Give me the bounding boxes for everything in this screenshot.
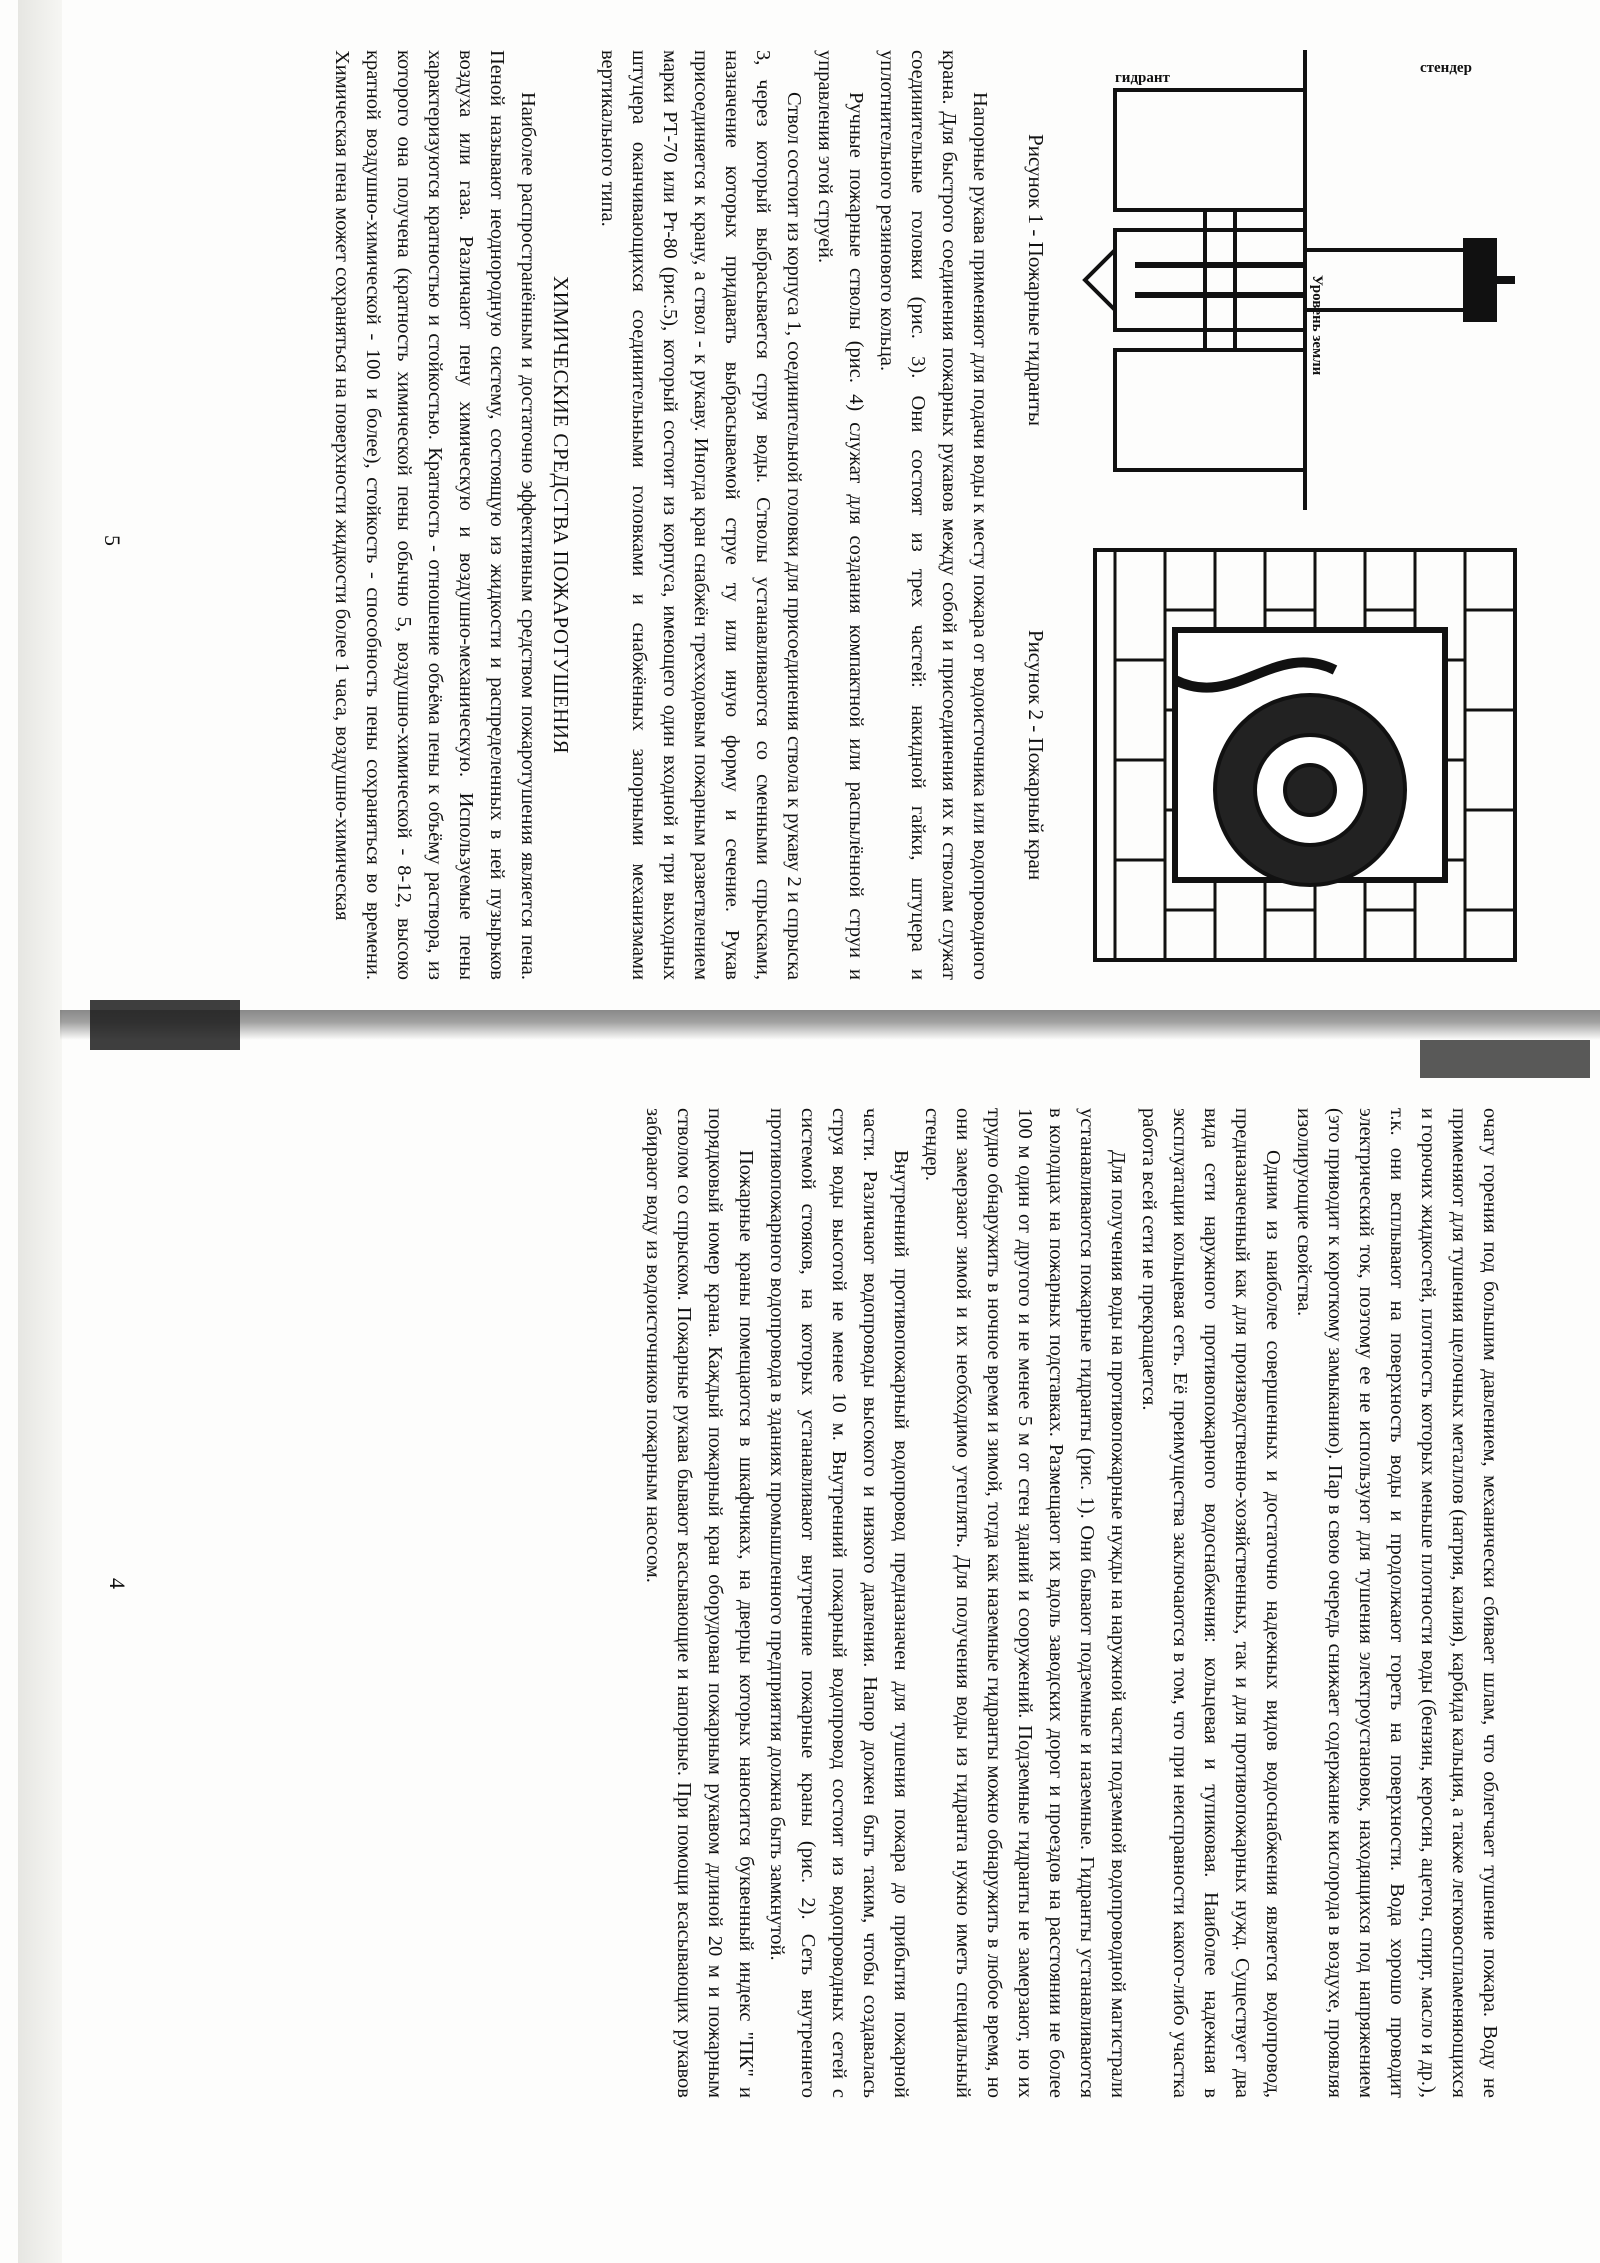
paragraph: Ствол состоит из корпуса 1, соединительной головки для присоединения ствола к рукаву 2 и спрыска 3, через который выбрасывается струя воды. Стволы устанавливаются со сменными спрысками, назначение которых придавать выбрасываемой струе ту или иную форму и сечение. Рукав присоединяется к крану, а ствол - к рукаву. Иногда кран снабжён трехходовым пожарным разветвлением марки РТ-70 или Рт-80 (рис.5), который состоит из корпуса, имеющего один входной и три выходных штуцера оканчивающихся соединительными головками и снабжённых запорными механизмами вертикального типа. <box>597 50 805 980</box>
page-number: 5 <box>100 535 125 546</box>
hydrant-drawing <box>1065 50 1535 510</box>
page-4 <box>60 1058 1555 2148</box>
label-stand: стендер <box>1420 60 1472 76</box>
section-heading: ХИМИЧЕСКИЕ СРЕДСТВА ПОЖАРОТУШЕНИЯ <box>549 275 573 755</box>
paragraph: Внутренний противопожарный водопровод предназначен для тушения пожара до прибытия пожарной части. Различают водопроводы высокого и низкого давления. Напор должен быть таким, чтобы создавалась струя воды высотой не менее 10 м. Внутренний пожарный водопровод состоит из водопроводных сетей с системой стояков, на которых устанавливают внутренние пожарные краны (рис. 2). Сеть внутреннего противопожарного водопровода в зданиях промышленного предприятия должна быть замкнутой. <box>766 1108 912 2098</box>
fire-hose-cabinet-drawing <box>1065 530 1535 980</box>
figures-row <box>1005 50 1535 980</box>
page-4-body <box>637 1108 1505 2098</box>
figure-hydrant <box>1015 50 1535 510</box>
paragraph: Наиболее распространённым и достаточно эффективным средством пожаротушения является пена. Пеной называют неоднородную систему, состоящую из жидкости и распределенных в ней пузырьков воздуха или газа. Различают пену химическую и воздушно-механическую. Используемые пены характеризуются кратностью и стойкостью. Кратность - отношение объёма пены к объёму раствора, из которого она получена (кратность химической пены обычно 5, воздушно-химической - 8-12, высоко кратной воздушно-химической - 100 и более), стойкость - способность пены сохраняться во времени. Химическая пена может сохраняться на поверхности жидкости более 1 часа, воздушно-химическая <box>331 50 539 980</box>
label-hydrant: гидрант <box>1115 70 1170 86</box>
page-number: 4 <box>105 1578 130 1589</box>
page-5 <box>60 10 1555 1020</box>
paragraph: Для получения воды на противопожарные нужды на наружной части подземной водопроводной магистрали устанавливаются пожарные гидранты (рис. 1). Они бывают подземные и наземные. Гидранты устанавливаются в колодцах на пожарных подставках. Размещают их вдоль заводских дорог и проездов на расстоянии не более 100 м один от другого и не менее 5 м от стен зданий и сооружений. Подземные гидранты не замерзают, но их трудно обнаружить в ночное время и зимой, тогда как наземные гидранты можно обнаружить в любое время, но они замерзают зимой и их необходимо утеплять. Для получения воды из гидранта нужно иметь специальный стендер. <box>921 1108 1129 2098</box>
paragraph: очагу горения под большим давлением, механически сбивает шлам, что облегчает тушение пожара. Воду не применяют для тушения щелочных металлов (натрия, калия), карбида кальция, а также легковоспламеняющихся и горючих жидкостей, плотность которых меньше плотности воды (бензин, керосин, ацетон, спирт, масло и др.), т.к. они всплывают на поверхность воды и продолжают гореть на поверхности. Вода хорошо проводит электрический ток, поэтому ее не используют для тушения электроустановок, находящихся под напряжением (это приводит к короткому замыканию). Пар в свою очередь снижает содержание кислорода в воздухе, проявляя изолирующие свойства. <box>1293 1108 1501 2098</box>
paper-edge <box>18 0 62 2263</box>
page-5-body <box>326 50 995 980</box>
figure-2-caption: Рисунок 2 - Пожарный кран <box>1024 629 1048 881</box>
figure-fire-hydrant-cabinet <box>1015 530 1535 980</box>
paragraph: Напорные рукава применяют для подачи воды к месту пожара от водоисточника или водопроводного крана. Для быстрого соединения пожарных рукавов между собой и присоединения их к стволам служат соединительные головки (рис. 3). Они состоят из трех частей: накидной гайки, штуцера и уплотнительного резинового кольца. <box>876 50 991 980</box>
paragraph: Ручные пожарные стволы (рис. 4) служат для создания компактной или распылённой струи и управления этой струей. <box>814 50 867 980</box>
figure-1-caption: Рисунок 1 - Пожарные гидранты <box>1024 134 1048 426</box>
paragraph: Одним из наиболее совершенных и достаточно надежных видов водоснабжения является водопровод, предназначенный как для производственно-хозяйственных, так и для противопожарных нужд. Существует два вида сети наружного противопожарного водоснабжения: кольцевая и тупиковая. Наиболее надежная в эксплуатации кольцевая сеть. Её преимущества заключаются в том, что при неисправности какого-либо участка работа всей сети не прекращается. <box>1138 1108 1284 2098</box>
label-ground-level: Уровень земли <box>1309 275 1325 376</box>
paragraph: Пожарные краны помещаются в шкафчиках, на дверцы которых наносится буквенный индекс "ПК" и порядковый номер крана. Каждый пожарный кран оборудован пожарным рукавом длиной 20 м и пожарным стволом со спрыском. Пожарные рукава бывают всасывающие и напорные. При помощи всасывающих рукавов забирают воду из водоисточников пожарным насосом. <box>642 1108 757 2098</box>
